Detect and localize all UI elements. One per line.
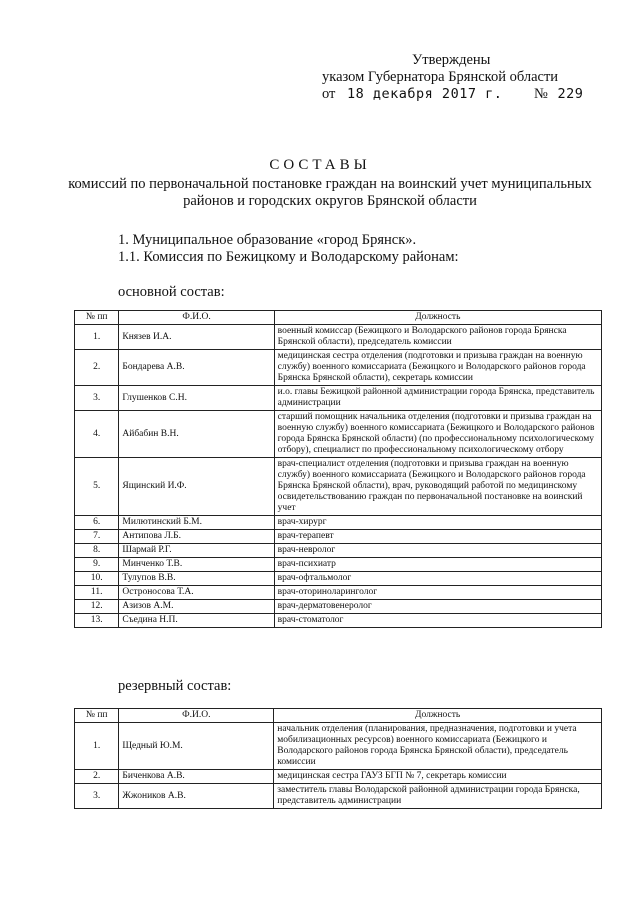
table-row	[75, 770, 602, 784]
row-name: Азизов А.М.	[119, 600, 274, 614]
row-position: врач-оториноларинголог	[274, 586, 601, 600]
row-number: 13.	[75, 614, 119, 628]
row-position: врач-психиатр	[274, 558, 601, 572]
row-number: 10.	[75, 572, 119, 586]
row-position: медицинская сестра ГАУЗ БГП № 7, секретарь комиссии	[274, 770, 602, 784]
header-position: Должность	[274, 709, 602, 723]
row-number: 6.	[75, 516, 119, 530]
row-name: Шармай Р.Г.	[119, 544, 274, 558]
header-name: Ф.И.О.	[119, 311, 274, 325]
date-prefix: от	[322, 86, 336, 102]
header-num: № пп	[75, 311, 119, 325]
row-number: 3.	[75, 386, 119, 411]
table-row	[75, 784, 602, 809]
table-row	[75, 723, 602, 770]
table-row	[75, 325, 602, 350]
row-name: Щедный Ю.М.	[119, 723, 274, 770]
row-number: 3.	[75, 784, 119, 809]
table-row	[75, 411, 602, 458]
main-table-body	[75, 325, 602, 628]
approval-line-2: указом Губернатора Брянской области	[322, 69, 559, 85]
row-number: 12.	[75, 600, 119, 614]
document-subtitle: комиссий по первоначальной постановке граждан на воинский учет муниципальных районов и городских округов Брянской области	[68, 176, 592, 209]
table-row	[75, 600, 602, 614]
handwritten-number: 229	[557, 86, 584, 102]
row-name: Глушенков С.Н.	[119, 386, 274, 411]
row-number: 9.	[75, 558, 119, 572]
row-name: Тулупов В.В.	[119, 572, 274, 586]
row-position: врач-стоматолог	[274, 614, 601, 628]
row-name: Биченкова А.В.	[119, 770, 274, 784]
row-name: Милютинский Б.М.	[119, 516, 274, 530]
subsection-heading: 1.1. Комиссия по Бежицкому и Володарскому районам:	[118, 249, 459, 265]
number-prefix: №	[533, 86, 548, 102]
row-number: 2.	[75, 350, 119, 386]
table-row	[75, 614, 602, 628]
table-row	[75, 386, 602, 411]
table-row	[75, 458, 602, 516]
row-number: 2.	[75, 770, 119, 784]
row-position: заместитель главы Володарской районной администрации города Брянска, представитель администрации	[274, 784, 602, 809]
section-heading: 1. Муниципальное образование «город Брянск».	[118, 232, 417, 248]
approval-block	[300, 52, 600, 103]
table-row	[75, 558, 602, 572]
row-position: врач-невролог	[274, 544, 601, 558]
row-position: и.о. главы Бежицкой районной администрации города Брянска, представитель администрации	[274, 386, 601, 411]
row-number: 11.	[75, 586, 119, 600]
row-name: Остроносова Т.А.	[119, 586, 274, 600]
row-position: военный комиссар (Бежицкого и Володарского районов города Брянска Брянской области), председатель комиссии	[274, 325, 601, 350]
row-name: Айбабин В.Н.	[119, 411, 274, 458]
row-position: врач-хирург	[274, 516, 601, 530]
row-position: врач-специалист отделения (подготовки и призыва граждан на военную службу) военного комиссариата (Бежицкого и Володарского районов города Брянска Брянской области), врач, руководящий работой по медицинскому освидетельствованию граждан по первоначальной постановке на воинский учет	[274, 458, 601, 516]
row-number: 1.	[75, 723, 119, 770]
row-number: 1.	[75, 325, 119, 350]
table-row	[75, 350, 602, 386]
row-position: начальник отделения (планирования, предназначения, подготовки и учета мобилизационных ресурсов) военного комиссариата (Бежицкого и Володарского районов города Брянска Брянской области), председатель комиссии	[274, 723, 602, 770]
table-row	[75, 516, 602, 530]
row-name: Бондарева А.В.	[119, 350, 274, 386]
reserve-table-body	[75, 723, 602, 809]
header-num: № пп	[75, 709, 119, 723]
row-name: Жжоников А.В.	[119, 784, 274, 809]
row-position: медицинская сестра отделения (подготовки и призыва граждан на военную службу) военного комиссариата (Бежицкого и Володарского районов города Брянска Брянской области), секретарь комиссии	[274, 350, 601, 386]
reserve-composition-table	[74, 708, 602, 809]
table-header-row	[75, 709, 602, 723]
row-position: врач-дерматовенеролог	[274, 600, 601, 614]
table-header-row	[75, 311, 602, 325]
row-number: 8.	[75, 544, 119, 558]
row-name: Съедина Н.П.	[119, 614, 274, 628]
row-name: Ящинский И.Ф.	[119, 458, 274, 516]
header-position: Должность	[274, 311, 601, 325]
header-name: Ф.И.О.	[119, 709, 274, 723]
table-row	[75, 586, 602, 600]
row-position: врач-терапевт	[274, 530, 601, 544]
row-name: Минченко Т.В.	[119, 558, 274, 572]
row-name: Антипова Л.Б.	[119, 530, 274, 544]
reserve-composition-label: резервный состав:	[118, 678, 232, 694]
row-number: 5.	[75, 458, 119, 516]
table-row	[75, 572, 602, 586]
table-row	[75, 544, 602, 558]
approval-line-1: Утверждены	[412, 52, 491, 68]
row-number: 7.	[75, 530, 119, 544]
row-position: врач-офтальмолог	[274, 572, 601, 586]
table-row	[75, 530, 602, 544]
row-position: старший помощник начальника отделения (подготовки и призыва граждан на военную службу) военного комиссариата (Бежицкого и Володарского районов города Брянска Брянской области) (по профессиональному психологическому отбору), специалист по профессиональному психологическому отбору	[274, 411, 601, 458]
main-composition-table	[74, 310, 602, 628]
handwritten-date: 18 декабря 2017 г.	[347, 86, 503, 102]
approval-line-3	[300, 86, 600, 103]
row-number: 4.	[75, 411, 119, 458]
main-composition-label: основной состав:	[118, 284, 225, 300]
row-name: Князев И.А.	[119, 325, 274, 350]
document-title: СОСТАВЫ	[269, 157, 371, 173]
